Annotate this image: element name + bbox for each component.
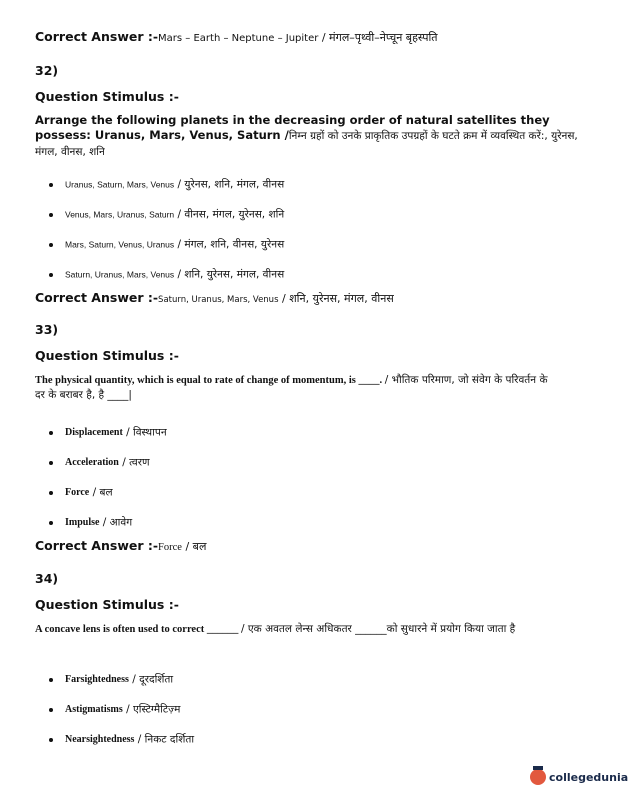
q34-option-2: [49, 699, 180, 718]
option-english: Nearsightedness: [65, 734, 135, 745]
option-hindi: / वीनस, मंगल, युरेनस, शनि: [174, 208, 285, 221]
bullet-icon: [49, 521, 53, 525]
option-hindi: / मंगल, शनि, वीनस, युरेनस: [174, 238, 285, 251]
logo-mascot-icon: [530, 769, 546, 785]
answer-hindi: / शनि, युरेनस, मंगल, वीनस: [278, 292, 394, 305]
q33-number: 33): [35, 322, 59, 337]
bullet-icon: [49, 273, 53, 277]
option-english: Mars, Saturn, Venus, Uranus: [65, 239, 175, 250]
bullet-icon: [49, 461, 53, 465]
q34-stimulus-label: Question Stimulus :-: [35, 597, 179, 612]
answer-value: Force: [158, 542, 182, 553]
option-english: Force: [65, 487, 90, 498]
option-hindi: / आवेग: [99, 516, 133, 529]
q33-option-3: [49, 482, 113, 501]
q33-option-2: [49, 452, 150, 471]
q31-correct-answer: [35, 29, 438, 45]
q33-option-4: [49, 512, 132, 531]
answer-value: Saturn, Uranus, Mars, Venus: [158, 295, 279, 305]
answer-label: Correct Answer :-: [35, 290, 159, 305]
q33-option-1: [49, 422, 167, 441]
answer-label: Correct Answer :-: [35, 29, 159, 44]
q33-stimulus-label: Question Stimulus :-: [35, 348, 179, 363]
q32-option-4: [49, 264, 284, 283]
q32-correct-answer: [35, 290, 394, 306]
option-english: Displacement: [65, 427, 123, 438]
bullet-icon: [49, 738, 53, 742]
answer-hindi: / मंगल–पृथ्वी–नेप्चून बृहस्पति: [318, 31, 438, 44]
option-english: Impulse: [65, 517, 100, 528]
stem-hindi: निम्न ग्रहों को उनके प्राकृतिक उपग्रहों के घटते क्रम में व्यवस्थित करें:, युरेनस, मंगल, वीनस, शनि: [35, 130, 578, 158]
logo-text: collegedunia: [549, 770, 628, 784]
option-english: Saturn, Uranus, Mars, Venus: [65, 269, 175, 280]
q32-option-3: [49, 234, 284, 253]
option-english: Venus, Mars, Uranus, Saturn: [65, 209, 175, 220]
q34-number: 34): [35, 571, 59, 586]
option-hindi: / निकट दर्शिता: [134, 733, 195, 746]
option-hindi: / त्वरण: [118, 456, 150, 469]
stem-english: Arrange the following planets in the decreasing order of natural satellites they possess: Uranus, Mars, Venus, Saturn /: [35, 113, 550, 142]
answer-value: Mars – Earth – Neptune – Jupiter: [158, 33, 319, 44]
option-english: Astigmatisms: [65, 704, 123, 715]
option-hindi: / शनि, युरेनस, मंगल, वीनस: [174, 268, 285, 281]
answer-hindi: / बल: [181, 540, 207, 553]
bullet-icon: [49, 243, 53, 247]
q32-stem: [35, 113, 580, 160]
q33-stem: [35, 373, 560, 403]
q32-option-1: [49, 174, 284, 193]
bullet-icon: [49, 213, 53, 217]
bullet-icon: [49, 491, 53, 495]
option-hindi: / विस्थापन: [122, 426, 167, 439]
q34-option-3: [49, 729, 194, 748]
collegedunia-logo[interactable]: [530, 764, 628, 790]
stem-hindi: / भौतिक परिमाण, जो संवेग के परिवर्तन के दर के बराबर है, है ____|: [35, 374, 548, 401]
bullet-icon: [49, 678, 53, 682]
option-hindi: / युरेनस, शनि, मंगल, वीनस: [174, 178, 285, 191]
q34-option-1: [49, 669, 173, 688]
option-english: Uranus, Saturn, Mars, Venus: [65, 179, 175, 190]
option-hindi: / दूरदर्शिता: [128, 673, 174, 686]
stem-english: The physical quantity, which is equal to rate of change of momentum, is ____.: [35, 375, 385, 386]
bullet-icon: [49, 183, 53, 187]
option-english: Farsightedness: [65, 674, 129, 685]
option-hindi: / बल: [89, 486, 113, 499]
bullet-icon: [49, 431, 53, 435]
answer-label: Correct Answer :-: [35, 538, 159, 553]
bullet-icon: [49, 708, 53, 712]
q32-stimulus-label: Question Stimulus :-: [35, 89, 179, 104]
stem-english: A concave lens is often used to correct ______: [35, 624, 241, 635]
q32-option-2: [49, 204, 284, 223]
q34-stem: [35, 622, 560, 637]
stem-hindi: / एक अवतल लेन्स अधिकतर ______को सुधारने में प्रयोग किया जाता है: [240, 623, 516, 635]
q32-number: 32): [35, 63, 59, 78]
q33-correct-answer: [35, 538, 206, 554]
option-hindi: / एस्टिग्मैटिज़्म: [122, 703, 181, 716]
option-english: Acceleration: [65, 457, 119, 468]
